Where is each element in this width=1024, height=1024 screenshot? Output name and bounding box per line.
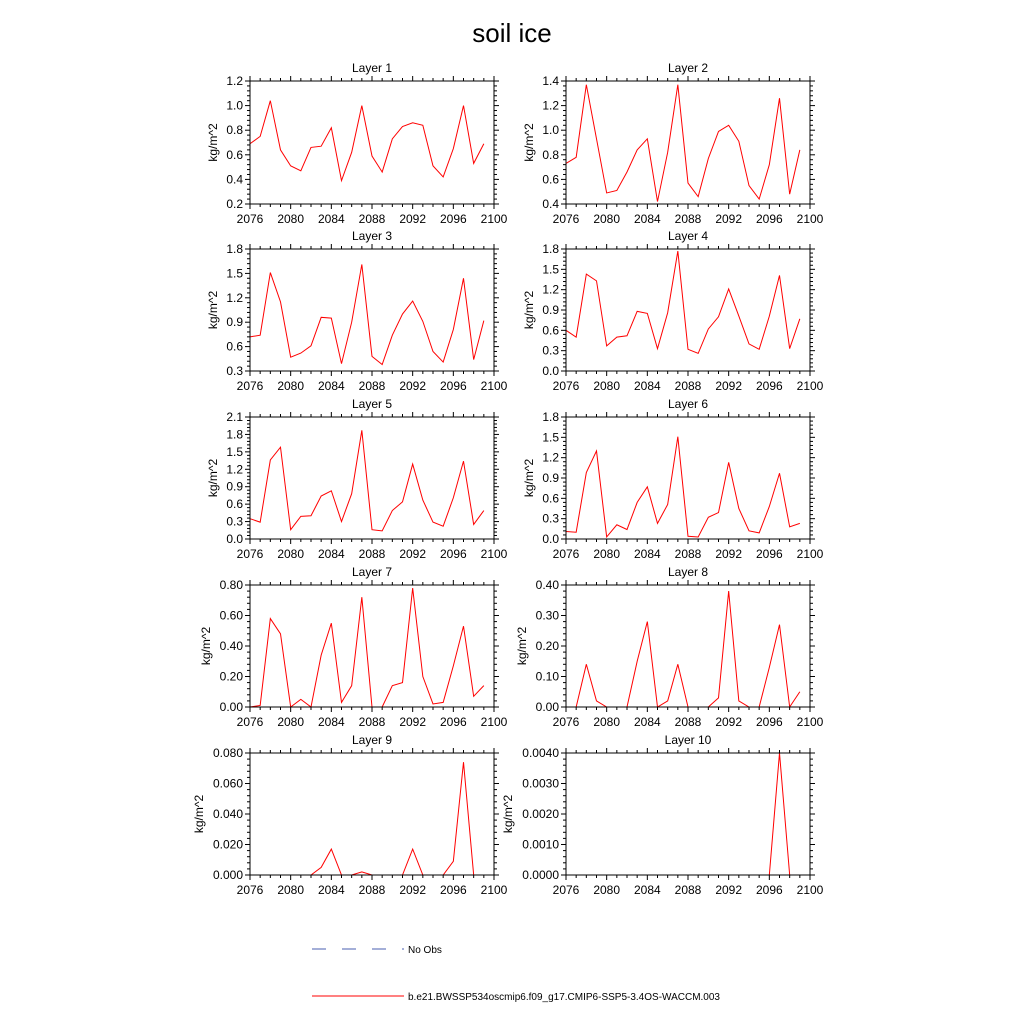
layer-4-x-tick-label: 2084 bbox=[633, 379, 661, 393]
layer-1-title: Layer 1 bbox=[351, 61, 393, 75]
layer-4-y-tick-label: 1.8 bbox=[542, 242, 559, 256]
layer-6-y-tick-label: 1.8 bbox=[542, 410, 559, 424]
layer-10-y-tick-label: 0.0000 bbox=[522, 868, 559, 882]
layer-1-series-line bbox=[250, 101, 484, 181]
layer-1-frame bbox=[250, 81, 494, 204]
layer-6-x-tick-label: 2084 bbox=[633, 547, 661, 561]
layer-10-x-tick-label: 2096 bbox=[755, 883, 783, 897]
layer-7-series-line bbox=[250, 588, 484, 707]
layer-8-y-tick-label: 0.20 bbox=[535, 639, 559, 653]
layer-3-panel bbox=[206, 229, 508, 393]
layer-4-x-tick-label: 2088 bbox=[674, 379, 702, 393]
layer-5-y-tick-label: 2.1 bbox=[226, 410, 243, 424]
layer-4-y-tick-label: 1.2 bbox=[542, 282, 559, 297]
layer-7-x-tick-label: 2088 bbox=[358, 715, 386, 729]
layer-7-x-tick-label: 2100 bbox=[480, 715, 508, 729]
layer-2-x-tick-label: 2076 bbox=[552, 212, 580, 226]
layer-5-y-tick-label: 1.5 bbox=[226, 444, 243, 459]
layer-1-y-tick-label: 0.6 bbox=[226, 147, 243, 162]
layer-8-x-tick-label: 2092 bbox=[715, 715, 743, 729]
layer-6-x-tick-label: 2088 bbox=[674, 547, 702, 561]
layer-10-y-tick-label: 0.0020 bbox=[522, 807, 559, 821]
layer-10-y-axis-label: kg/m^2 bbox=[501, 794, 515, 834]
layer-7-x-tick-label: 2084 bbox=[317, 715, 345, 729]
layer-7-y-tick-label: 0.60 bbox=[219, 608, 243, 623]
layer-2-y-tick-label: 1.0 bbox=[542, 123, 559, 138]
layer-7-x-tick-label: 2092 bbox=[399, 715, 427, 729]
layer-4-x-tick-label: 2080 bbox=[593, 379, 621, 393]
layer-5-y-tick-label: 0.6 bbox=[226, 497, 243, 512]
layer-8-x-tick-label: 2080 bbox=[593, 715, 621, 729]
layer-3-y-tick-label: 0.6 bbox=[226, 339, 243, 354]
layer-5-series-line bbox=[250, 430, 484, 531]
layer-2-panel bbox=[522, 61, 824, 226]
layer-10-x-tick-label: 2100 bbox=[796, 883, 824, 897]
layer-9-frame bbox=[250, 753, 494, 875]
layer-4-y-tick-label: 0.6 bbox=[542, 323, 559, 338]
layer-5-x-tick-label: 2096 bbox=[439, 547, 467, 561]
layer-8-frame bbox=[566, 585, 810, 707]
layer-5-x-tick-label: 2100 bbox=[480, 547, 508, 561]
layer-3-y-tick-label: 0.9 bbox=[226, 315, 243, 330]
layer-5-y-tick-label: 0.9 bbox=[226, 479, 243, 494]
layer-10-series-line bbox=[566, 753, 800, 875]
layer-1-y-axis-label: kg/m^2 bbox=[206, 123, 220, 162]
layer-5-x-tick-label: 2088 bbox=[358, 547, 386, 561]
layer-5-x-tick-label: 2084 bbox=[317, 547, 345, 561]
layer-8-x-tick-label: 2076 bbox=[552, 715, 580, 729]
layer-8-y-tick-label: 0.00 bbox=[535, 700, 559, 714]
layer-3-x-tick-label: 2092 bbox=[399, 379, 427, 393]
layer-7-y-tick-label: 0.80 bbox=[219, 578, 243, 592]
layer-4-y-axis-label: kg/m^2 bbox=[522, 290, 536, 330]
layer-2-frame bbox=[566, 81, 810, 204]
layer-1-x-tick-label: 2084 bbox=[317, 212, 345, 226]
layer-3-series-line bbox=[250, 264, 484, 364]
layer-2-title: Layer 2 bbox=[667, 61, 709, 75]
legend-model-label: b.e21.BWSSP534oscmip6.f09_g17.CMIP6-SSP5-3.4OS-WACCM.003 bbox=[408, 992, 720, 1003]
layer-8-y-axis-label: kg/m^2 bbox=[515, 626, 529, 666]
layer-9-y-tick-label: 0.040 bbox=[212, 807, 243, 821]
layer-2-x-tick-label: 2092 bbox=[715, 212, 743, 226]
layer-10-frame bbox=[566, 753, 810, 875]
layer-4-y-tick-label: 0.9 bbox=[542, 303, 559, 317]
layer-1-x-tick-label: 2080 bbox=[277, 212, 305, 226]
layer-10-x-tick-label: 2080 bbox=[593, 883, 621, 897]
layer-6-panel bbox=[522, 397, 824, 561]
layer-10-title: Layer 10 bbox=[664, 733, 712, 747]
layer-9-x-tick-label: 2092 bbox=[399, 883, 427, 897]
layer-9-y-tick-label: 0.060 bbox=[212, 776, 243, 791]
layer-10-y-tick-label: 0.0040 bbox=[522, 746, 559, 760]
layer-4-x-tick-label: 2100 bbox=[796, 379, 824, 393]
layer-2-series-line bbox=[566, 85, 800, 202]
layer-5-frame bbox=[250, 417, 494, 539]
layer-2-x-tick-label: 2080 bbox=[593, 212, 621, 226]
layer-9-x-tick-label: 2096 bbox=[439, 883, 467, 897]
layer-1-y-tick-label: 0.8 bbox=[226, 123, 243, 138]
layer-6-x-tick-label: 2092 bbox=[715, 547, 743, 561]
layer-10-x-tick-label: 2088 bbox=[674, 883, 702, 897]
layer-5-x-tick-label: 2080 bbox=[277, 547, 305, 561]
layer-9-x-tick-label: 2088 bbox=[358, 883, 386, 897]
layer-2-y-axis-label: kg/m^2 bbox=[522, 123, 536, 162]
layer-3-y-tick-label: 1.2 bbox=[226, 290, 243, 305]
layer-3-y-axis-label: kg/m^2 bbox=[206, 290, 220, 330]
layer-10-x-tick-label: 2084 bbox=[633, 883, 661, 897]
layer-9-title: Layer 9 bbox=[351, 733, 393, 747]
layer-6-y-tick-label: 1.5 bbox=[542, 430, 559, 445]
layer-10-y-tick-label: 0.0010 bbox=[522, 837, 559, 852]
layer-4-x-tick-label: 2092 bbox=[715, 379, 743, 393]
layer-7-y-tick-label: 0.00 bbox=[219, 700, 243, 714]
layer-7-y-axis-label: kg/m^2 bbox=[199, 626, 213, 666]
layer-1-x-tick-label: 2088 bbox=[358, 212, 386, 226]
layer-1-x-tick-label: 2076 bbox=[236, 212, 264, 226]
layer-6-x-tick-label: 2076 bbox=[552, 547, 580, 561]
layer-8-panel bbox=[515, 565, 824, 729]
layer-5-y-tick-label: 0.3 bbox=[226, 514, 243, 529]
layer-9-x-tick-label: 2100 bbox=[480, 883, 508, 897]
layer-3-x-tick-label: 2096 bbox=[439, 379, 467, 393]
layer-9-x-tick-label: 2084 bbox=[317, 883, 345, 897]
layer-2-x-tick-label: 2096 bbox=[755, 212, 783, 226]
layer-1-x-tick-label: 2096 bbox=[439, 212, 467, 226]
layer-6-y-axis-label: kg/m^2 bbox=[522, 458, 536, 498]
layer-8-series-line bbox=[566, 591, 800, 707]
layer-9-y-tick-label: 0.080 bbox=[212, 746, 243, 760]
layer-3-y-tick-label: 1.5 bbox=[226, 266, 243, 281]
layer-6-y-tick-label: 0.9 bbox=[542, 471, 559, 485]
layer-7-frame bbox=[250, 585, 494, 707]
layer-3-title: Layer 3 bbox=[351, 229, 393, 243]
layer-1-panel bbox=[206, 61, 508, 226]
layer-7-y-tick-label: 0.20 bbox=[219, 669, 243, 684]
layer-5-x-tick-label: 2076 bbox=[236, 547, 264, 561]
layer-3-x-tick-label: 2100 bbox=[480, 379, 508, 393]
layer-3-x-tick-label: 2084 bbox=[317, 379, 345, 393]
layer-8-x-tick-label: 2100 bbox=[796, 715, 824, 729]
layer-10-x-tick-label: 2076 bbox=[552, 883, 580, 897]
layer-2-x-tick-label: 2088 bbox=[674, 212, 702, 226]
layer-1-x-tick-label: 2092 bbox=[399, 212, 427, 226]
layer-2-y-tick-label: 1.4 bbox=[542, 74, 559, 88]
layer-5-y-axis-label: kg/m^2 bbox=[206, 458, 220, 498]
layer-8-title: Layer 8 bbox=[667, 565, 709, 579]
layer-5-panel bbox=[206, 397, 508, 561]
layer-5-title: Layer 5 bbox=[351, 397, 393, 411]
layer-5-y-tick-label: 1.8 bbox=[226, 427, 243, 442]
layer-5-y-tick-label: 1.2 bbox=[226, 462, 243, 477]
layer-1-y-tick-label: 0.2 bbox=[226, 197, 243, 211]
layer-9-x-tick-label: 2080 bbox=[277, 883, 305, 897]
layer-2-y-tick-label: 0.8 bbox=[542, 147, 559, 162]
layer-1-x-tick-label: 2100 bbox=[480, 212, 508, 226]
layer-9-panel bbox=[192, 733, 508, 897]
layer-6-title: Layer 6 bbox=[667, 397, 709, 411]
layer-9-y-tick-label: 0.020 bbox=[212, 837, 243, 852]
legend bbox=[312, 945, 720, 1003]
layer-3-x-tick-label: 2088 bbox=[358, 379, 386, 393]
layer-1-y-tick-label: 1.2 bbox=[226, 74, 243, 88]
layer-6-y-tick-label: 0.3 bbox=[542, 511, 559, 526]
panels bbox=[192, 61, 824, 897]
layer-3-x-tick-label: 2080 bbox=[277, 379, 305, 393]
layer-8-x-tick-label: 2088 bbox=[674, 715, 702, 729]
layer-7-x-tick-label: 2080 bbox=[277, 715, 305, 729]
layer-6-y-tick-label: 0.6 bbox=[542, 491, 559, 506]
layer-4-y-tick-label: 1.5 bbox=[542, 262, 559, 277]
layer-9-series-line bbox=[250, 762, 484, 875]
figure-title: soil ice bbox=[472, 18, 552, 48]
layer-10-x-tick-label: 2092 bbox=[715, 883, 743, 897]
layer-4-title: Layer 4 bbox=[667, 229, 709, 243]
layer-5-x-tick-label: 2092 bbox=[399, 547, 427, 561]
layer-6-frame bbox=[566, 417, 810, 539]
layer-3-x-tick-label: 2076 bbox=[236, 379, 264, 393]
layer-2-x-tick-label: 2084 bbox=[633, 212, 661, 226]
layer-4-y-tick-label: 0.0 bbox=[542, 364, 559, 378]
layer-6-series-line bbox=[566, 437, 800, 537]
layer-9-y-axis-label: kg/m^2 bbox=[192, 794, 206, 834]
layer-6-x-tick-label: 2096 bbox=[755, 547, 783, 561]
layer-9-y-tick-label: 0.000 bbox=[212, 868, 243, 882]
layer-4-frame bbox=[566, 249, 810, 371]
layer-5-y-tick-label: 0.0 bbox=[226, 532, 243, 546]
layer-6-x-tick-label: 2080 bbox=[593, 547, 621, 561]
layer-4-panel bbox=[522, 229, 824, 393]
layer-8-y-tick-label: 0.40 bbox=[535, 578, 559, 592]
layer-1-y-tick-label: 1.0 bbox=[226, 98, 243, 113]
layer-7-y-tick-label: 0.40 bbox=[219, 639, 243, 653]
layer-10-y-tick-label: 0.0030 bbox=[522, 776, 559, 791]
layer-8-x-tick-label: 2084 bbox=[633, 715, 661, 729]
layer-4-x-tick-label: 2096 bbox=[755, 379, 783, 393]
layer-8-x-tick-label: 2096 bbox=[755, 715, 783, 729]
layer-7-title: Layer 7 bbox=[351, 565, 393, 579]
layer-10-panel bbox=[501, 733, 824, 897]
layer-6-y-tick-label: 1.2 bbox=[542, 450, 559, 465]
layer-6-x-tick-label: 2100 bbox=[796, 547, 824, 561]
layer-6-y-tick-label: 0.0 bbox=[542, 532, 559, 546]
layer-9-x-tick-label: 2076 bbox=[236, 883, 264, 897]
layer-4-x-tick-label: 2076 bbox=[552, 379, 580, 393]
layer-4-series-line bbox=[566, 251, 800, 353]
layer-1-y-tick-label: 0.4 bbox=[226, 172, 243, 187]
layer-2-y-tick-label: 0.4 bbox=[542, 197, 559, 211]
layer-7-x-tick-label: 2076 bbox=[236, 715, 264, 729]
layer-3-y-tick-label: 1.8 bbox=[226, 242, 243, 256]
legend-no-obs-label: No Obs bbox=[408, 945, 442, 956]
layer-8-y-tick-label: 0.10 bbox=[535, 669, 559, 684]
layer-7-x-tick-label: 2096 bbox=[439, 715, 467, 729]
layer-2-y-tick-label: 0.6 bbox=[542, 172, 559, 187]
layer-2-x-tick-label: 2100 bbox=[796, 212, 824, 226]
layer-4-y-tick-label: 0.3 bbox=[542, 343, 559, 358]
layer-2-y-tick-label: 1.2 bbox=[542, 98, 559, 113]
layer-7-panel bbox=[199, 565, 508, 729]
layer-8-y-tick-label: 0.30 bbox=[535, 608, 559, 623]
layer-3-y-tick-label: 0.3 bbox=[226, 364, 243, 378]
